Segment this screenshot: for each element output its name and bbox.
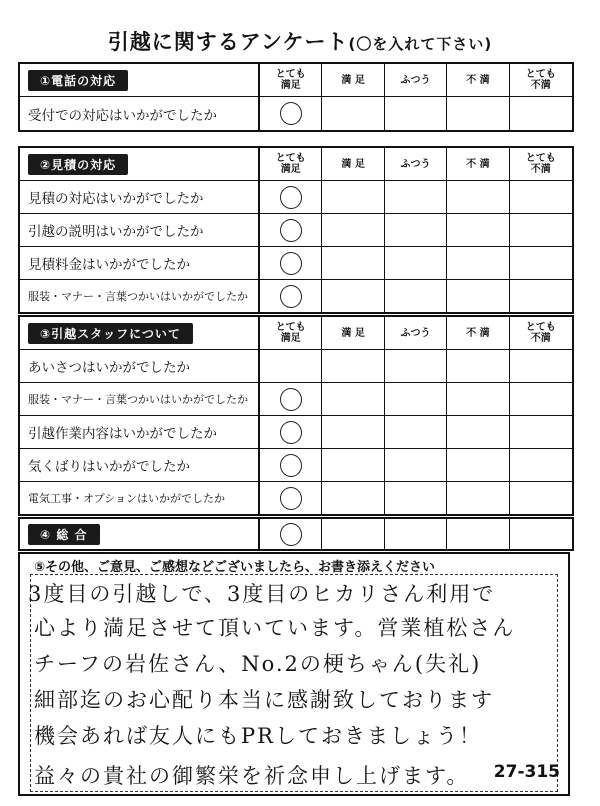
- answer-cell[interactable]: [447, 449, 509, 481]
- answer-cell[interactable]: [385, 280, 447, 312]
- answer-cell[interactable]: [385, 214, 447, 246]
- rating-header: 不 満: [447, 64, 509, 96]
- title-main: 引越に関するアンケート: [107, 30, 349, 54]
- answer-cell[interactable]: [385, 519, 447, 549]
- rating-header: ふつう: [385, 317, 447, 349]
- question-text: 受付での対応はいかがでしたか: [20, 97, 260, 130]
- question-row: [20, 383, 572, 416]
- question-text: 見積の対応はいかがでしたか: [20, 181, 260, 213]
- answer-cell[interactable]: [322, 350, 384, 382]
- handwritten-line: 益々の貴社の御繁栄を祈念申し上げます。: [34, 764, 470, 788]
- section-label: ①電話の対応: [28, 70, 128, 91]
- answer-cell[interactable]: [260, 350, 322, 382]
- answer-cell[interactable]: [260, 247, 322, 279]
- question-row: [20, 350, 572, 383]
- answer-cell[interactable]: [385, 449, 447, 481]
- answer-circle: [278, 521, 303, 547]
- answer-cell[interactable]: [260, 214, 322, 246]
- section-overall: [18, 517, 574, 551]
- handwritten-line: チーフの岩佐さん、No.2の梗ちゃん(失礼): [34, 652, 482, 676]
- section-label: ③引越スタッフについて: [28, 323, 193, 344]
- question-row: [20, 247, 572, 280]
- section-phone: [18, 62, 574, 132]
- answer-cell[interactable]: [510, 181, 572, 213]
- answer-cell[interactable]: [447, 97, 509, 130]
- answer-cell[interactable]: [385, 181, 447, 213]
- question-row: [20, 416, 572, 449]
- handwritten-line: 心より満足させて頂いています。営業植松さん: [34, 616, 516, 640]
- answer-cell[interactable]: [447, 181, 509, 213]
- answer-cell[interactable]: [260, 280, 322, 312]
- answer-cell[interactable]: [322, 214, 384, 246]
- answer-cell[interactable]: [260, 383, 322, 415]
- question-row: [20, 181, 572, 214]
- section-estimate: [18, 146, 574, 314]
- answer-cell[interactable]: [447, 280, 509, 312]
- answer-cell[interactable]: [510, 449, 572, 481]
- handwritten-line: 3度目の引越しで、3度目のヒカリさん利用で: [28, 582, 496, 606]
- answer-cell[interactable]: [322, 482, 384, 514]
- rating-header: 不 満: [447, 317, 509, 349]
- question-text: 服装・マナー・言葉つかいはいかがでしたか: [20, 280, 260, 312]
- answer-cell[interactable]: [510, 383, 572, 415]
- answer-cell[interactable]: [322, 416, 384, 448]
- answer-circle: [278, 250, 303, 276]
- rating-header: とても 満足: [260, 64, 322, 96]
- question-text: 電気工事・オプションはいかがでしたか: [20, 482, 260, 514]
- answer-cell[interactable]: [322, 280, 384, 312]
- question-row: [20, 280, 572, 312]
- rating-header: 満 足: [322, 148, 384, 180]
- answer-cell[interactable]: [510, 97, 572, 130]
- handwritten-line: 細部迄のお心配り本当に感謝致しております: [34, 688, 494, 712]
- rating-header: 満 足: [322, 64, 384, 96]
- answer-circle: [278, 283, 303, 309]
- answer-cell[interactable]: [385, 383, 447, 415]
- question-row: [20, 214, 572, 247]
- answer-cell[interactable]: [322, 247, 384, 279]
- answer-cell[interactable]: [322, 449, 384, 481]
- answer-cell[interactable]: [447, 416, 509, 448]
- section-label: ②見積の対応: [28, 154, 128, 175]
- answer-cell[interactable]: [260, 482, 322, 514]
- answer-cell[interactable]: [510, 519, 572, 549]
- answer-circle: [278, 386, 303, 412]
- question-text: 服装・マナー・言葉つかいはいかがでしたか: [20, 383, 260, 415]
- answer-cell[interactable]: [510, 247, 572, 279]
- answer-circle: [278, 101, 303, 127]
- question-row: [20, 449, 572, 482]
- comments-heading: ⑤その他、ご意見、ご感想などございましたら、お書き添えください: [30, 556, 439, 575]
- answer-circle: [278, 452, 303, 478]
- answer-circle: [278, 217, 303, 243]
- answer-cell[interactable]: [447, 482, 509, 514]
- answer-cell[interactable]: [447, 383, 509, 415]
- question-text: 引越の説明はいかがでしたか: [20, 214, 260, 246]
- rating-header: とても 不満: [525, 322, 556, 344]
- answer-circle: [278, 184, 303, 210]
- answer-cell[interactable]: [447, 247, 509, 279]
- answer-cell[interactable]: [510, 482, 572, 514]
- answer-cell[interactable]: [322, 97, 384, 130]
- answer-circle: [278, 485, 303, 511]
- rating-header: 不 満: [447, 148, 509, 180]
- answer-cell[interactable]: [447, 350, 509, 382]
- rating-header: 満 足: [322, 317, 384, 349]
- question-row: [20, 97, 572, 130]
- answer-cell[interactable]: [447, 519, 509, 549]
- answer-cell[interactable]: [260, 449, 322, 481]
- title-instruction: (〇を入れて下さい): [348, 35, 493, 53]
- answer-cell[interactable]: [385, 247, 447, 279]
- answer-cell[interactable]: [260, 519, 322, 549]
- answer-cell[interactable]: [260, 181, 322, 213]
- rating-header: ふつう: [385, 64, 447, 96]
- answer-cell[interactable]: [322, 181, 384, 213]
- answer-cell[interactable]: [260, 97, 322, 130]
- answer-cell[interactable]: [385, 350, 447, 382]
- document-code: 27-315: [493, 762, 560, 782]
- answer-circle: [278, 419, 303, 445]
- answer-cell[interactable]: [322, 519, 384, 549]
- question-row: [20, 482, 572, 514]
- answer-cell[interactable]: [510, 214, 572, 246]
- question-row: [20, 519, 572, 549]
- answer-cell[interactable]: [510, 280, 572, 312]
- answer-cell[interactable]: [385, 416, 447, 448]
- rating-header: とても 不満: [525, 69, 556, 91]
- handwritten-line: 機会あれば友人にもPRしておきましょう！: [34, 724, 482, 748]
- answer-cell[interactable]: [385, 97, 447, 130]
- answer-cell[interactable]: [447, 214, 509, 246]
- rating-header: とても 不満: [525, 153, 556, 175]
- section-label: ④ 総 合: [28, 524, 100, 545]
- question-text: あいさつはいかがでしたか: [20, 350, 260, 382]
- rating-header: とても 満足: [260, 317, 322, 349]
- answer-cell[interactable]: [322, 383, 384, 415]
- answer-cell[interactable]: [510, 416, 572, 448]
- question-text: 気くばりはいかがでしたか: [20, 449, 260, 481]
- answer-cell[interactable]: [260, 416, 322, 448]
- rating-header: とても 満足: [260, 148, 322, 180]
- answer-cell[interactable]: [385, 482, 447, 514]
- question-text: 引越作業内容はいかがでしたか: [20, 416, 260, 448]
- section-staff: [18, 315, 574, 516]
- rating-header: ふつう: [385, 148, 447, 180]
- page-title: [0, 26, 600, 56]
- question-text: 見積料金はいかがでしたか: [20, 247, 260, 279]
- answer-cell[interactable]: [510, 350, 572, 382]
